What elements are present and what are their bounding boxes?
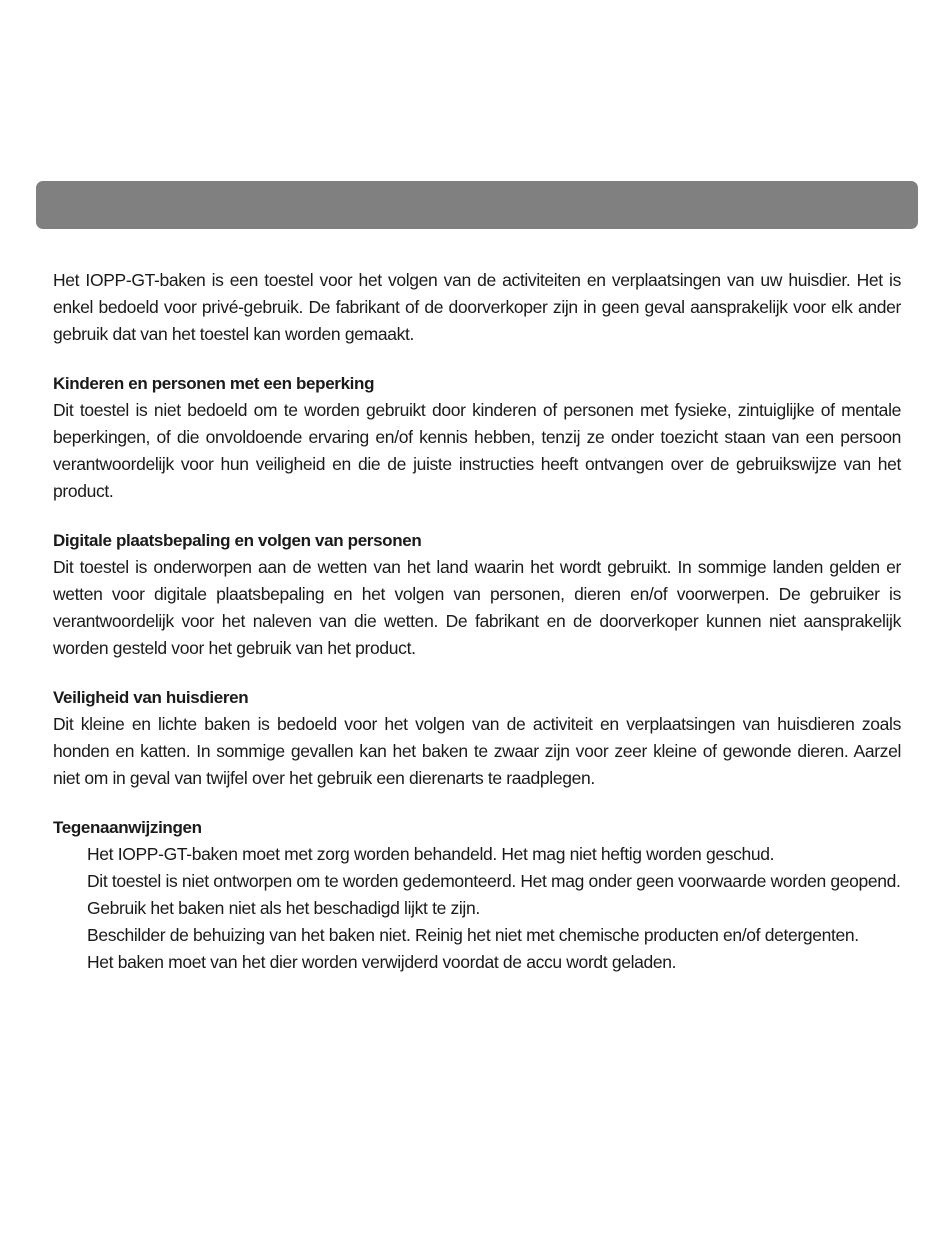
list-item: Dit toestel is niet ontworpen om te worden gedemonteerd. Het mag onder geen voorwaarde worden geopend. — [87, 871, 901, 891]
section-digital-tracking — [53, 527, 901, 662]
section-body: Dit toestel is niet bedoeld om te worden gebruikt door kinderen of personen met fysieke, zintuiglijke of mentale beperkingen, of die onvoldoende ervaring en/of kennis hebben, tenzij ze onder toezicht staan van een persoon verantwoordelijk voor hun veiligheid en die de juiste instructies heeft ontvangen over de gebruikswijze van het product. — [53, 400, 901, 501]
section-contraindications — [53, 814, 901, 976]
section-body: Dit kleine en lichte baken is bedoeld voor het volgen van de activiteit en verplaatsingen van huisdieren zoals honden en katten. In sommige gevallen kan het baken te zwaar zijn voor zeer kleine of gewonde dieren. Aarzel niet om in geval van twijfel over het gebruik een dierenarts te raadplegen. — [53, 714, 901, 788]
list-item: Het IOPP-GT-baken moet met zorg worden behandeld. Het mag niet heftig worden geschud. — [87, 844, 775, 864]
section-title: Digitale plaatsbepaling en volgen van personen — [53, 531, 422, 550]
list-item: Beschilder de behuizing van het baken niet. Reinig het niet met chemische producten en/of detergenten. — [87, 925, 859, 945]
list-item: Gebruik het baken niet als het beschadigd lijkt te zijn. — [87, 898, 480, 918]
contraindications-list — [53, 841, 901, 976]
section-header-bar — [36, 181, 918, 229]
section-title: Kinderen en personen met een beperking — [53, 374, 375, 393]
list-item: Het baken moet van het dier worden verwijderd voordat de accu wordt geladen. — [87, 952, 677, 972]
section-title: Veiligheid van huisdieren — [53, 688, 249, 707]
section-title: Tegenaanwijzingen — [53, 818, 202, 837]
section-body: Dit toestel is onderworpen aan de wetten van het land waarin het wordt gebruikt. In sommige landen gelden er wetten voor digitale plaatsbepaling en het volgen van personen, dieren en/of voorwerpen. De gebruiker is verantwoordelijk voor het naleven van die wetten. De fabrikant en de doorverkoper kunnen niet aansprakelijk worden gesteld voor het gebruik van het product. — [53, 557, 901, 658]
document-body — [53, 267, 901, 976]
section-children-disabilities — [53, 370, 901, 505]
intro-paragraph: Het IOPP-GT-baken is een toestel voor het volgen van de activiteiten en verplaatsingen van uw huisdier. Het is enkel bedoeld voor privé-gebruik. De fabrikant of de doorverkoper zijn in geen geval aansprakelijk voor elk ander gebruik dat van het toestel kan worden gemaakt. — [53, 270, 901, 344]
section-pet-safety — [53, 684, 901, 792]
